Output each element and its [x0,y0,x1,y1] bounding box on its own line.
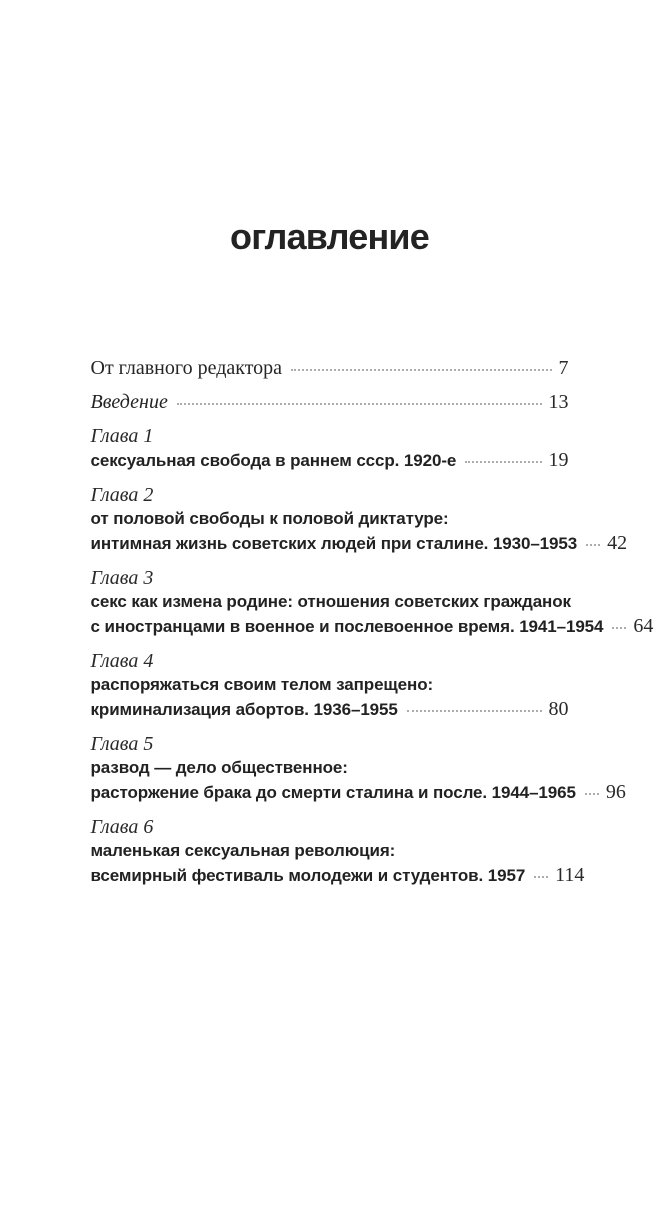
page-number: 19 [548,449,569,471]
toc-entry-label: От главного редактора [90,357,283,379]
chapter-title-text: с иностранцами в военное и послевоенное время. 1941–1954 [90,617,604,636]
chapter-lines [90,507,628,556]
chapter-lines [90,590,654,639]
chapter-title-text: криминализация абортов. 1936–1955 [90,700,398,719]
dotted-leader [465,461,541,463]
toc-entry [91,356,569,380]
book-toc-page [0,216,659,1216]
chapter-label: Глава 5 [90,733,154,755]
chapter-title-text: распоряжаться своим телом запрещено: [90,675,434,694]
page-number: 7 [558,357,569,379]
chapter-title-line [91,673,569,697]
chapter-title-line [91,839,569,863]
toc-chapter [91,649,569,722]
chapter-title-line [91,697,569,722]
toc-list [90,356,654,888]
chapter-title-line [91,590,569,614]
page-number: 96 [605,781,626,803]
chapter-title-text: секс как измена родине: отношения советских гражданок [90,592,571,611]
dotted-leader [177,403,542,405]
chapter-lines [91,673,569,722]
chapter-lines [90,839,585,888]
dotted-leader [407,710,542,712]
chapter-label: Глава 3 [90,567,154,589]
chapter-title-line [91,507,569,531]
dotted-leader [534,876,548,878]
page-number: 42 [607,532,628,554]
toc-entry [91,390,569,414]
chapter-lines [91,448,569,473]
page-number: 13 [548,391,569,413]
chapter-title-text: расторжение брака до смерти сталина и после. 1944–1965 [90,783,576,802]
chapter-label: Глава 6 [90,816,154,838]
chapter-lines [90,756,626,805]
chapter-title-line [91,756,569,780]
toc-chapter [90,566,654,639]
chapter-title-line [91,448,569,473]
chapter-label: Глава 4 [90,650,154,672]
chapter-title-line [90,531,628,556]
toc-chapter [91,424,569,473]
page-number: 64 [633,615,654,637]
dotted-leader [586,544,600,546]
chapter-title-text: интимная жизнь советских людей при сталине. 1930–1953 [90,534,578,553]
dotted-leader [291,369,551,371]
page-number: 114 [555,864,585,886]
chapter-title-text: всемирный фестиваль молодежи и студентов. 1957 [90,866,526,885]
chapter-title-line [90,863,585,888]
chapter-label: Глава 1 [90,425,154,447]
chapter-title-line [90,614,654,639]
chapter-title-line [90,780,626,805]
toc-chapter [90,732,626,805]
toc-entry-label: Введение [90,391,168,413]
chapter-title-text: сексуальная свобода в раннем ссср. 1920-е [90,451,457,470]
chapter-title-text: развод — дело общественное: [90,758,348,777]
dotted-leader [612,627,626,629]
chapter-title-text: маленькая сексуальная революция: [90,841,396,860]
page-title: оглавление [230,216,429,257]
chapter-label: Глава 2 [90,484,154,506]
page-number: 80 [548,698,569,720]
dotted-leader [585,793,599,795]
toc-chapter [90,815,585,888]
chapter-title-text: от половой свободы к половой диктатуре: [90,509,449,528]
toc-chapter [90,483,628,556]
